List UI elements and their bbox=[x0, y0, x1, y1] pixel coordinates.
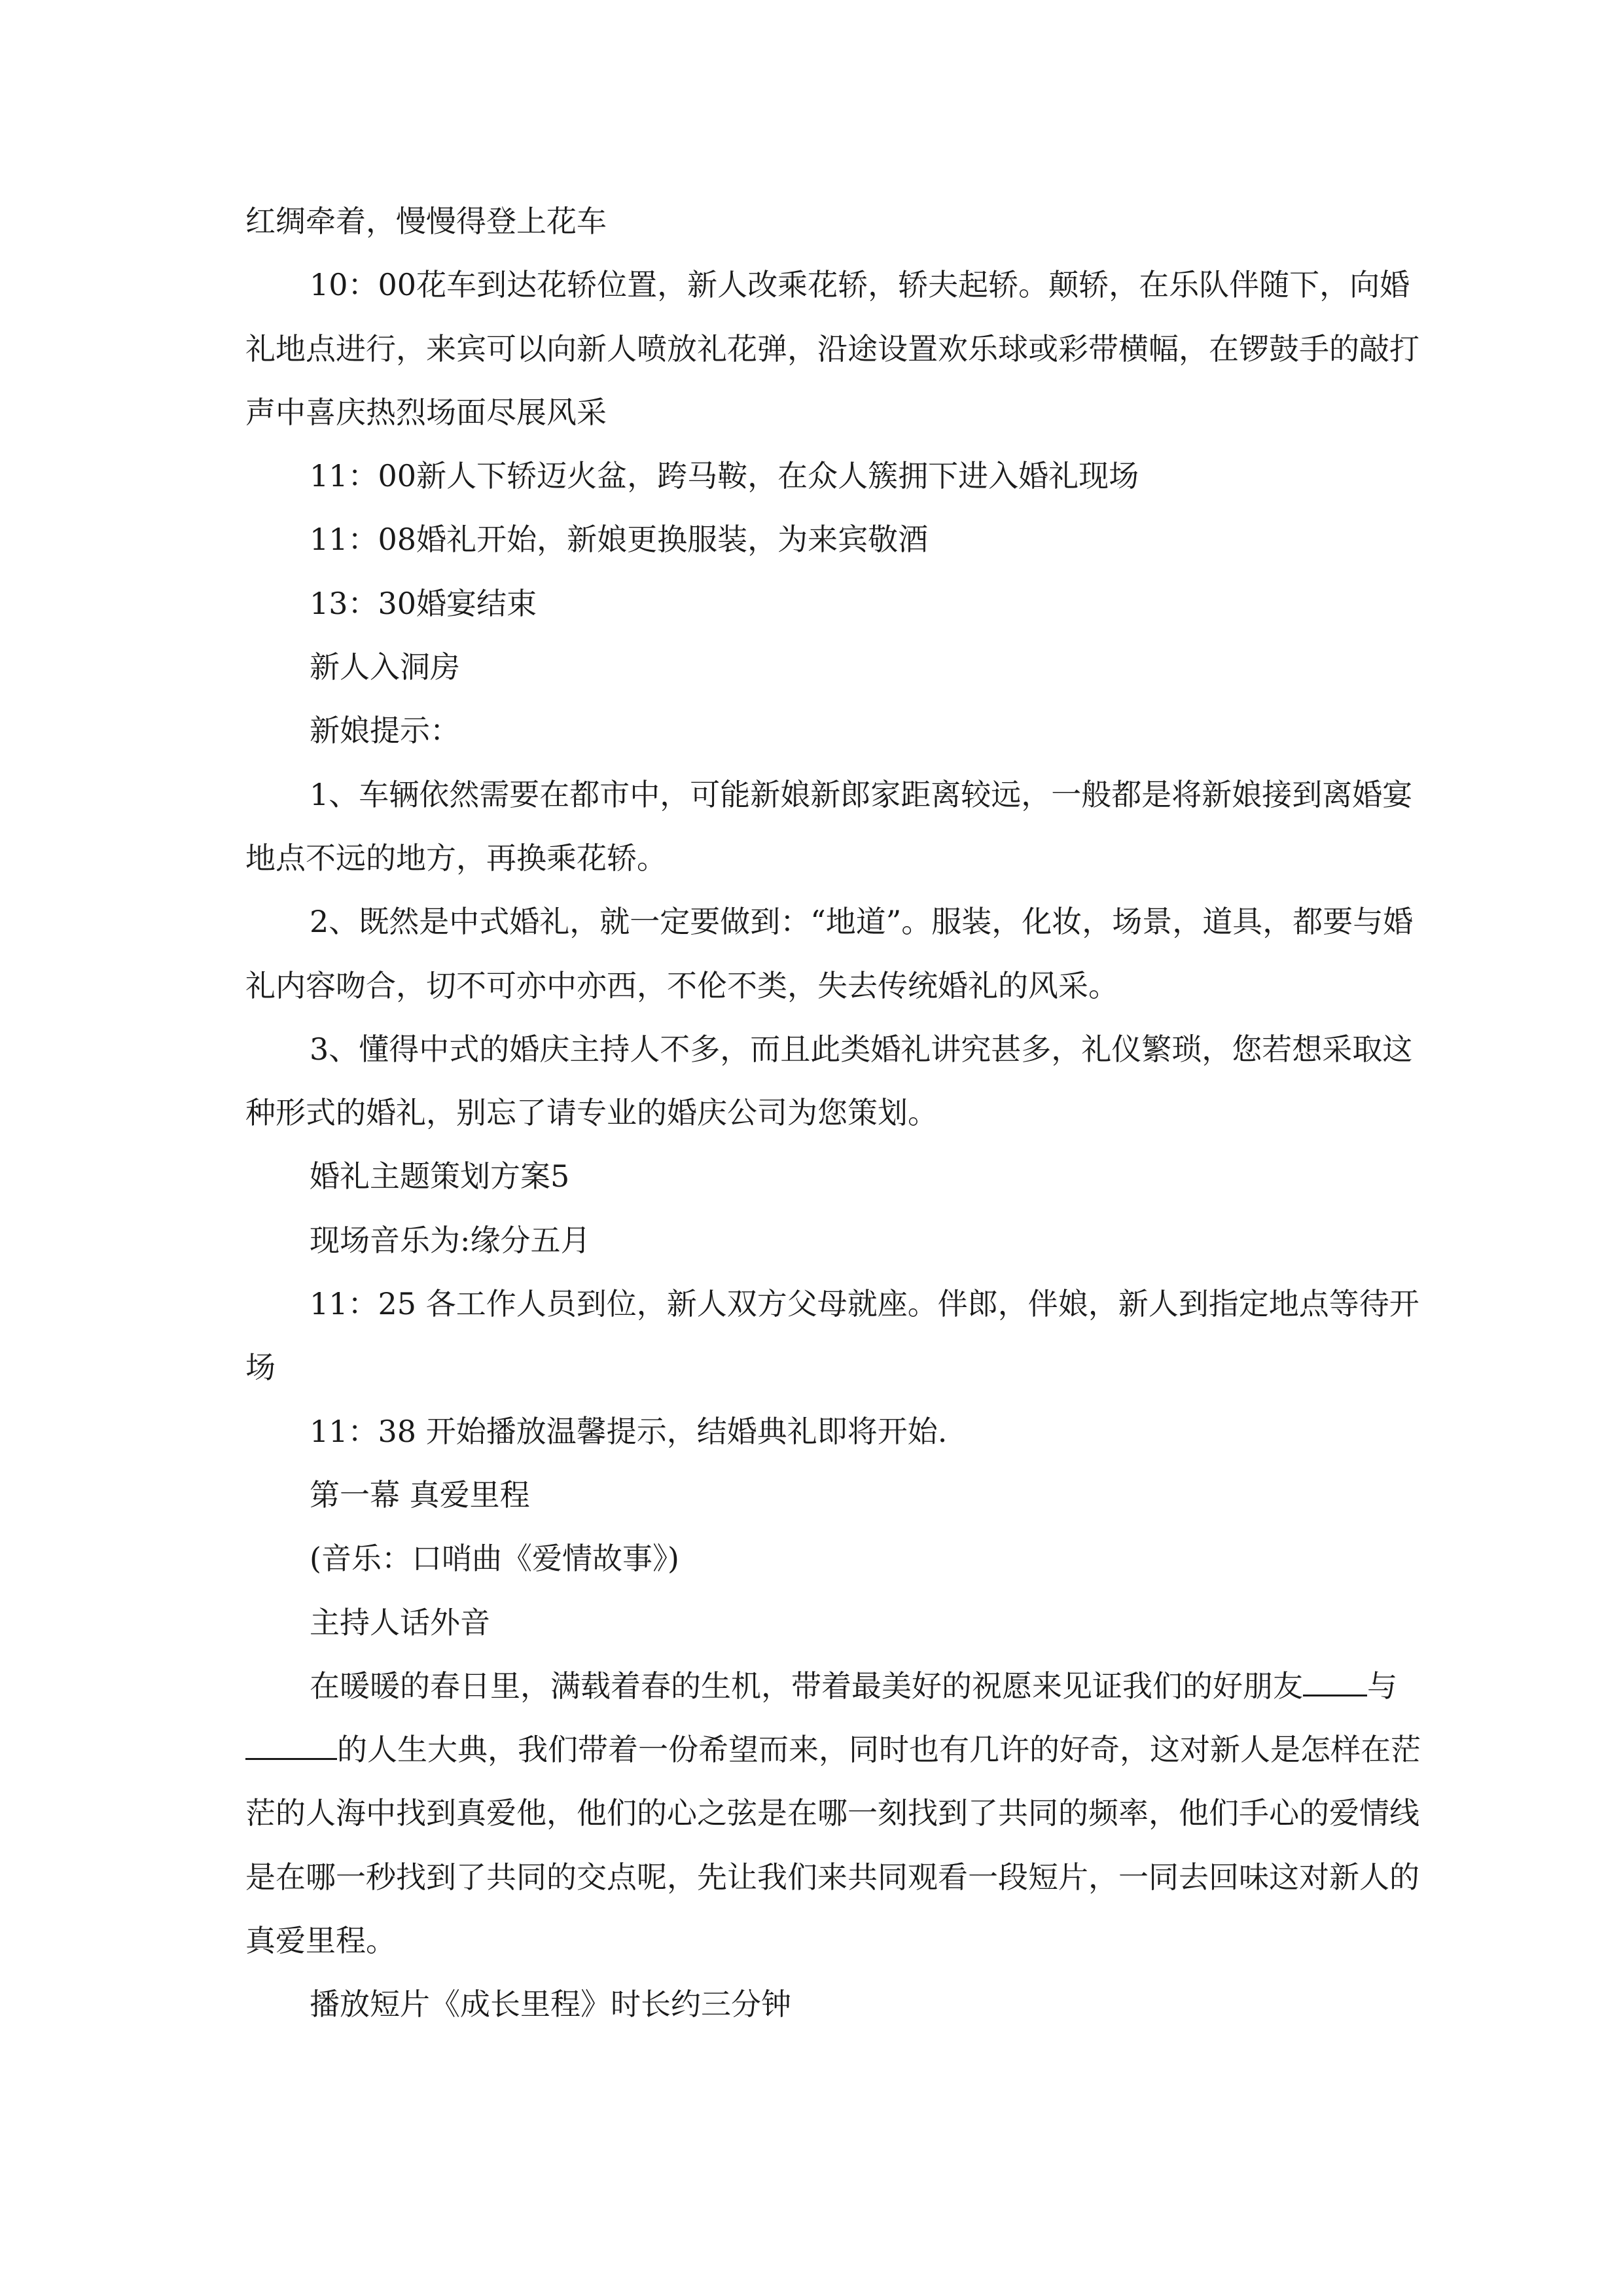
paragraph-music: 现场音乐为:缘分五月 bbox=[310, 1222, 591, 1258]
paragraph-schedule-1330: 13：30婚宴结束 bbox=[310, 585, 537, 621]
paragraph-schedule-1100: 11：00新人下轿迈火盆，跨马鞍，在众人簇拥下进入婚礼现场 bbox=[310, 458, 1139, 494]
speech-text-part1: 在暖暖的春日里，满载着春的生机，带着最美好的祝愿来见证我们的好朋友 bbox=[310, 1668, 1303, 1704]
blank-name-1 bbox=[1303, 1664, 1367, 1696]
paragraph-schedule-1138: 11：38 开始播放温馨提示，结婚典礼即将开始. bbox=[310, 1413, 948, 1449]
paragraph-tip-2: 2、既然是中式婚礼，就一定要做到：“地道”。服装，化妆，场景，道具，都要与婚礼内容吻合，切不可亦中亦西，不伦不类，失去传统婚礼的风采。 bbox=[245, 904, 1414, 1003]
paragraph-act-one-music: (音乐：口哨曲《爱情故事》) bbox=[310, 1541, 679, 1577]
blank-name-2 bbox=[245, 1728, 337, 1760]
paragraph-host-voiceover: 主持人话外音 bbox=[310, 1604, 490, 1640]
paragraph-bridal-chamber: 新人入洞房 bbox=[310, 649, 460, 685]
section-heading-plan-5: 婚礼主题策划方案5 bbox=[310, 1158, 570, 1194]
paragraph-schedule-1125: 11：25 各工作人员到位，新人双方父母就座。伴郎，伴娘，新人到指定地点等待开场 bbox=[245, 1286, 1419, 1386]
paragraph-schedule-1000: 10：00花车到达花轿位置，新人改乘花轿，轿夫起轿。颠轿，在乐队伴随下，向婚礼地点进行，来宾可以向新人喷放礼花弹，沿途设置欢乐球或彩带横幅，在锣鼓手的敲打声中喜庆热烈场面尽展风采 bbox=[245, 267, 1419, 430]
paragraph-bride-tips-heading: 新娘提示： bbox=[310, 713, 460, 749]
paragraph-tip-3: 3、懂得中式的婚庆主持人不多，而且此类婚礼讲究甚多，礼仪繁琐，您若想采取这种形式的婚礼，别忘了请专业的婚庆公司为您策划。 bbox=[245, 1031, 1413, 1131]
document-body bbox=[245, 190, 1430, 2037]
speech-text-part2: 与 bbox=[1367, 1668, 1397, 1704]
paragraph-continuation: 红绸牵着，慢慢得登上花车 bbox=[245, 204, 607, 239]
paragraph-tip-1: 1、车辆依然需要在都市中，可能新娘新郎家距离较远，一般都是将新娘接到离婚宴地点不远的地方，再换乘花轿。 bbox=[245, 776, 1413, 876]
paragraph-schedule-1108: 11：08婚礼开始，新娘更换服装，为来宾敬酒 bbox=[310, 522, 929, 558]
paragraph-host-speech bbox=[245, 1655, 1430, 1973]
paragraph-short-film: 播放短片《成长里程》时长约三分钟 bbox=[310, 1986, 791, 2022]
speech-text-part3: 的人生大典，我们带着一份希望而来，同时也有几许的好奇，这对新人是怎样在茫茫的人海中找到真爱他，他们的心之弦是在哪一刻找到了共同的频率，他们手心的爱情线是在哪一秒找到了共同的交点呢，先让我们来共同观看一段短片，一同去回味这对新人的真爱里程。 bbox=[245, 1732, 1421, 1959]
paragraph-act-one: 第一幕 真爱里程 bbox=[310, 1477, 530, 1513]
